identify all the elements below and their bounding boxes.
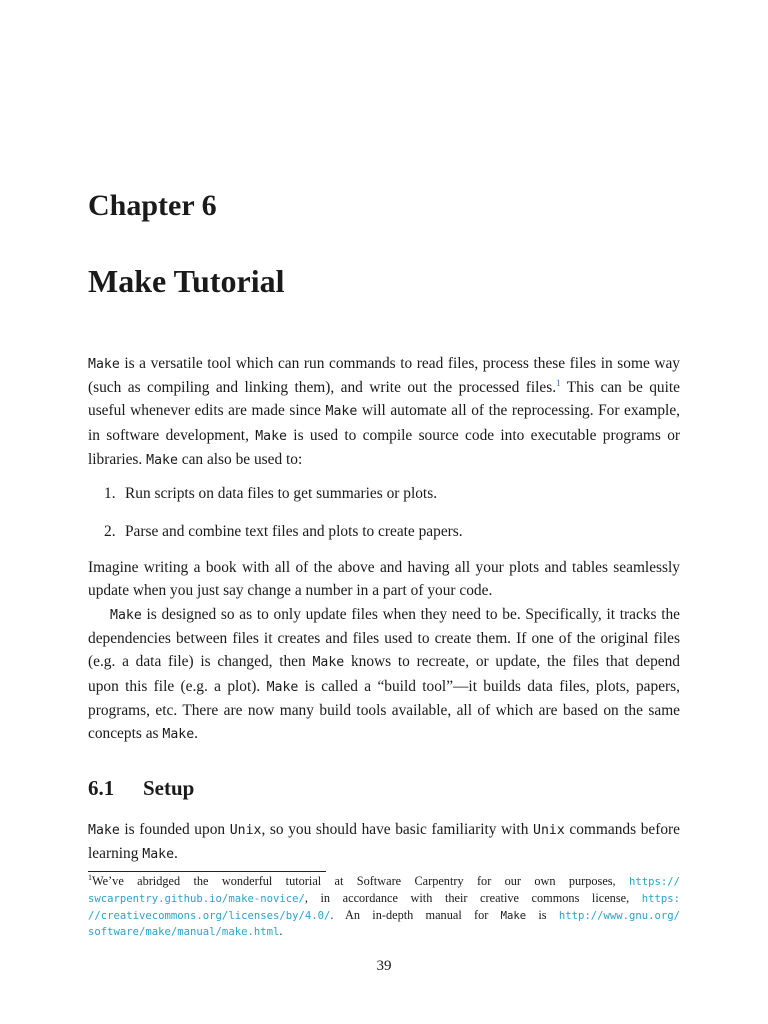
unix-term: Unix: [229, 823, 262, 838]
paragraph-line: Imagine writing a book with all of the above and having all your plots and tables seamlessly: [88, 559, 680, 576]
intro-text: (such as compiling and linking them), and write out the processed files.: [88, 379, 557, 397]
chapter-title: Make Tutorial: [88, 263, 285, 299]
intro-line-1: [88, 352, 680, 376]
intro-text: will automate all of the reprocessing. For example,: [357, 402, 681, 420]
list-item-number: 1.: [104, 485, 116, 502]
intro-line-2: [88, 376, 680, 399]
paragraph-line: update when you just say change a number in a part of your code.: [88, 582, 493, 600]
paragraph-line: [88, 603, 680, 627]
footnote-line: [88, 891, 680, 908]
paragraph-text: commands before: [564, 821, 681, 838]
footnote-line: [88, 924, 680, 941]
list-item-text: Parse and combine text files and plots to create papers.: [125, 523, 463, 540]
paragraph-text: is designed so as to only update files when they need to be. Specifically, it tracks the: [141, 606, 680, 623]
make-term: Make: [312, 655, 345, 671]
section-title: Setup: [143, 776, 195, 800]
intro-line-5: [88, 448, 680, 472]
section-heading: [88, 774, 194, 802]
paragraph-text: knows to recreate, or update, the files that depend: [344, 653, 680, 671]
footnote-divider: [88, 871, 326, 872]
paragraph-text: is called a “build tool”—it builds data files, plots, papers,: [298, 677, 680, 695]
list-item-number: 2.: [104, 523, 116, 540]
footnote-link-gnu-manual[interactable]: http://www.gnu.org/: [558, 909, 680, 922]
paragraph-line: [88, 818, 680, 842]
make-term: Make: [88, 357, 120, 372]
footnote-link-gnu-manual[interactable]: software/make/manual/make.html: [88, 926, 280, 939]
footnote-line: [88, 874, 680, 891]
footnote-link-swcarpentry[interactable]: swcarpentry.github.io/make-novice/: [88, 892, 305, 905]
setup-paragraph: [88, 818, 680, 866]
footnote-text: . An in-depth manual for: [330, 907, 501, 922]
intro-text: useful whenever edits are made since: [88, 402, 326, 420]
make-term: Make: [110, 608, 142, 623]
paragraph-text: .: [174, 845, 178, 863]
paragraph-text: (e.g. a data file) is changed, then: [88, 653, 313, 671]
footnote-text: is: [526, 907, 559, 922]
footnote-text: , in accordance with their creative commons license,: [304, 890, 642, 905]
make-term: Make: [500, 909, 527, 922]
paragraph-line: [88, 722, 680, 746]
paragraph-line: programs, etc. There are now many build tools available, all of which are based on the same: [88, 701, 680, 719]
intro-text: in software development,: [88, 426, 256, 444]
list-item-text: Run scripts on data files to get summaries or plots.: [125, 485, 438, 502]
intro-text: is used to compile source code into executable programs or: [287, 426, 681, 444]
unix-term: Unix: [533, 823, 565, 838]
footnote-text: .: [279, 924, 283, 939]
page-number: 39: [376, 958, 392, 974]
section-number: 6.1: [88, 776, 115, 800]
paragraph-text: learning: [88, 845, 143, 863]
intro-paragraph: [88, 352, 680, 472]
make-term: Make: [142, 847, 175, 863]
paragraph-text: , so you should have basic familiarity with: [261, 821, 534, 838]
footnote: [88, 874, 680, 941]
footnote-reference-link[interactable]: 1: [556, 378, 561, 389]
make-term: Make: [255, 428, 287, 444]
footnote-link-swcarpentry[interactable]: https://: [628, 876, 680, 888]
paragraph-imagine: [88, 556, 680, 602]
make-term: Make: [88, 823, 120, 838]
intro-text: libraries.: [88, 450, 147, 468]
paragraph-text: .: [194, 725, 198, 743]
paragraph-line: [88, 842, 680, 866]
footnote-mark: 1: [88, 872, 92, 882]
paragraph-text: concepts as: [88, 725, 163, 743]
paragraph-line: dependencies between files it creates and files used to create them. If one of the original files: [88, 630, 680, 648]
make-term: Make: [266, 679, 299, 695]
chapter-label: Chapter 6: [88, 189, 217, 222]
footnote-line: [88, 908, 680, 925]
list-item: [104, 520, 463, 543]
make-term: Make: [325, 404, 358, 420]
paragraph-text: upon this file (e.g. a plot).: [88, 677, 267, 695]
list-item: [104, 482, 437, 505]
paragraph-line: [88, 650, 680, 674]
make-term: Make: [162, 727, 195, 743]
paragraph-line: [88, 675, 680, 699]
intro-text: This can be quite: [560, 379, 680, 397]
intro-line-4: [88, 424, 680, 448]
intro-text: is a versatile tool which can run commands to read files, process these files in some way: [119, 355, 680, 372]
make-term: Make: [146, 452, 178, 468]
footnote-text: We’ve abridged the wonderful tutorial at Software Carpentry for our own purposes,: [92, 874, 629, 888]
footnote-link-license[interactable]: //creativecommons.org/licenses/by/4.0/: [88, 909, 331, 922]
paragraph-text: is founded upon: [119, 821, 230, 838]
paragraph-make-designed: [88, 603, 680, 746]
intro-text: can also be used to:: [177, 450, 303, 468]
footnote-link-license[interactable]: https:: [641, 892, 680, 905]
intro-line-3: [88, 399, 680, 423]
